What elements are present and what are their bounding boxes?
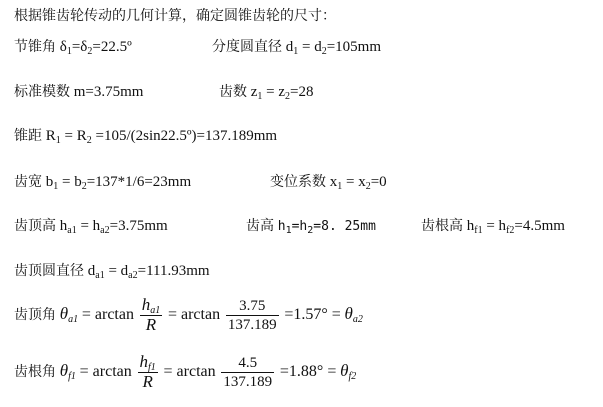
teeth-line (219, 82, 314, 102)
face-width-line (14, 172, 191, 192)
tooth-height-label: 齿高 (246, 218, 274, 234)
pitch-diameter-label: 分度圆直径 (212, 39, 282, 55)
shift-line (270, 172, 387, 192)
fraction-numeric: $\frac{3.75}{137.189}$ (227, 298, 277, 334)
arctan-text: = arctan (81, 306, 134, 323)
cone-distance-label: 锥距 (14, 128, 42, 144)
theta-f2-symbol: $\theta_{f2}$ (340, 361, 357, 382)
tip-diameter-label: 齿顶圆直径 (14, 263, 84, 279)
header-text: 根据锥齿轮传动的几何计算，确定圆锥齿轮的尺寸： (14, 8, 336, 24)
teeth-label: 齿数 (219, 84, 247, 100)
pitch-diameter-line (212, 37, 381, 57)
arctan-text: = arctan (79, 363, 132, 380)
addendum-angle-line (14, 294, 363, 335)
module-line (14, 82, 143, 102)
dedendum-label: 齿根高 (421, 218, 463, 234)
addendum-label: 齿顶高 (14, 218, 56, 234)
teeth-formula: $z_1 = z_2=28$ (250, 84, 314, 102)
pitch-angle-label: 节锥角 (14, 39, 56, 55)
fraction-hf1-over-r: $\frac{h_{f1}}{R}$ (139, 352, 156, 392)
pitch-diameter-formula: $d_1 = d_2=105mm$ (285, 39, 382, 57)
fraction-ha1-over-r: $\frac{h_{a1}}{R}$ (141, 295, 161, 335)
tooth-height-line (246, 216, 376, 237)
face-width-label: 齿宽 (14, 174, 42, 190)
theta-a1-symbol: $\theta_{a1}$ (59, 304, 79, 325)
tooth-height-formula: $h_1=h_2=8$. 25mm (277, 219, 376, 236)
arctan-text: = arctan (163, 363, 216, 380)
result-text: =1.57° = (284, 306, 341, 323)
dedendum-angle-line (14, 351, 356, 392)
addendum-angle-label: 齿顶角 (14, 307, 56, 323)
cone-distance-line (14, 126, 277, 146)
dedendum-formula: $h_{f1} = h_{f2}=4.5mm$ (466, 218, 565, 236)
shift-label: 变位系数 (270, 174, 326, 190)
face-width-formula: $b_1 = b_2=137*1/6=23mm$ (45, 174, 192, 192)
theta-a2-symbol: $\theta_{a2}$ (344, 304, 363, 325)
module-formula: m=3.75mm (73, 84, 144, 100)
arctan-text: = arctan (167, 306, 221, 323)
theta-f1-symbol: $\theta_{f1}$ (59, 361, 76, 382)
fraction-numeric: $\frac{4.5}{137.189}$ (223, 355, 273, 391)
addendum-formula: $h_{a1} = h_{a2}=3.75mm$ (59, 218, 168, 236)
tip-diameter-line (14, 261, 210, 281)
tip-diameter-formula: $d_{a1} = d_{a2}=111.93mm$ (87, 263, 210, 281)
cone-distance-formula: $R_1 = R_2$ =105/(2sin22.5º)=137.189mm (45, 128, 278, 146)
result-text: =1.88° = (279, 363, 337, 380)
module-label: 标准模数 (14, 84, 70, 100)
shift-formula: $x_1 = x_2=0$ (329, 174, 387, 192)
dedendum-line (421, 216, 565, 236)
pitch-angle-line (14, 37, 132, 57)
addendum-line (14, 216, 168, 236)
pitch-angle-formula: $\delta_1=\delta_2=22.5º$ (59, 39, 132, 57)
dedendum-angle-label: 齿根角 (14, 364, 56, 380)
